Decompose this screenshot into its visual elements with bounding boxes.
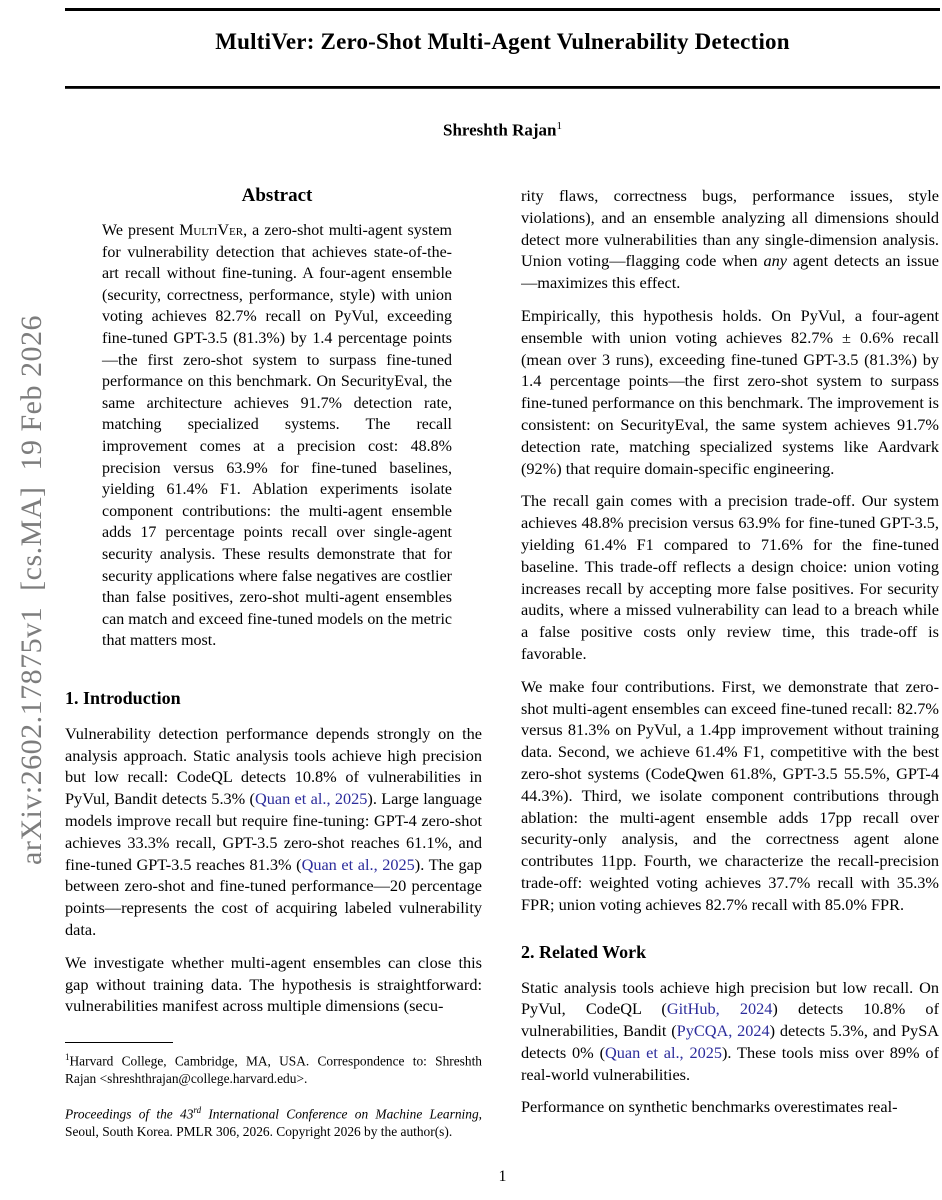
intro-paragraph-1 xyxy=(65,723,482,941)
text-run: Proceedings of the 43 xyxy=(65,1106,194,1122)
text-run: Seoul, South Korea. PMLR 306, 2026. Copyright 2026 by the author(s). xyxy=(65,1123,453,1139)
author-line xyxy=(65,120,940,141)
text-run: rd xyxy=(193,1104,202,1115)
citation-link[interactable]: Quan et al., 2025 xyxy=(254,789,368,809)
citation-link[interactable]: PyCQA, 2024 xyxy=(676,1021,770,1041)
text-run: The recall gain comes with a precision trade-off. Our system achieves 48.8% precision versus 63.9% for fine-tuned GPT-3.5, yielding 61.4% F1 compared to 71.6% for the fine-tuned baseline. This trade-off reflects a design choice: union voting increases recall by accepting more false positives. For security audits, where a missed vulnerability can lead to a breach while a false positive costs only review time, this trade-off is favorable. xyxy=(521,491,939,663)
left-column xyxy=(65,185,482,1038)
text-run: ). The gap between zero-shot and fine-tuned performance—20 percentage points—represents the cost of acquiring labeled vulnerability data. xyxy=(65,854,482,940)
citation-link[interactable]: Quan et al., 2025 xyxy=(605,1042,723,1062)
related-paragraph-1 xyxy=(521,977,939,1086)
page-title: MultiVer: Zero-Shot Multi-Agent Vulnerability Detection xyxy=(215,29,790,54)
text-run: agent detects an issue—maximizes this effect. xyxy=(521,251,939,293)
text-run: MultiVer xyxy=(179,222,244,239)
text-run: Vulnerability detection performance depends strongly on the analysis approach. Static analysis tools achieve high precision but low recall: CodeQL detects 10.8% of vulnerabilities in PyVul, Bandit detects 5.3% ( xyxy=(65,723,482,809)
intro-paragraph-2 xyxy=(65,952,482,1017)
text-run: ). Large language models improve recall but require fine-tuning: GPT-4 zero-shot achieves 33.3% recall, GPT-3.5 zero-shot reaches 61.1%, and fine-tuned GPT-3.5 reaches 81.3% ( xyxy=(65,789,482,874)
body-paragraph-2 xyxy=(521,305,939,479)
title-rule xyxy=(65,86,940,89)
text-run: 1 xyxy=(65,1052,70,1062)
text-run: Performance on synthetic benchmarks overestimates real- xyxy=(521,1097,898,1117)
text-run: ). These tools miss over 89% of real-world vulnerabilities. xyxy=(521,1042,939,1084)
body-paragraph-1 xyxy=(521,185,939,294)
related-paragraph-2 xyxy=(521,1096,939,1118)
text-run: We investigate whether multi-agent ensembles can close this gap without training data. The hypothesis is straightforward: vulnerabilities manifest across multiple dimensions (secu- xyxy=(65,952,482,1016)
text-run: International Conference on Machine Learning, xyxy=(201,1106,482,1122)
author-name: Shreshth Rajan xyxy=(442,120,557,140)
footnote-block xyxy=(65,1042,482,1141)
page-number: 1 xyxy=(498,1168,507,1185)
footnote-rule xyxy=(65,1042,173,1043)
text-run: We present xyxy=(102,222,180,239)
citation-link[interactable]: Quan et al., 2025 xyxy=(301,854,415,874)
text-run: Static analysis tools achieve high precision but low recall. On PyVul, CodeQL ( xyxy=(521,977,939,1019)
section-heading-introduction: 1. Introduction xyxy=(65,687,181,708)
body-paragraph-4 xyxy=(521,676,939,916)
text-run: any xyxy=(763,251,787,271)
text-run: ) detects 10.8% of vulnerabilities, Bandit ( xyxy=(521,999,939,1041)
text-run: rity flaws, correctness bugs, performance issues, style violations), and an ensemble analyzing all dimensions should detect more vulnerabilities than any single-dimension analysis. Union voting—flagging code when xyxy=(521,186,939,271)
abstract-text xyxy=(102,220,452,652)
author-affiliation-mark: 1 xyxy=(556,120,563,132)
body-paragraph-3 xyxy=(521,490,939,664)
citation-link[interactable]: GitHub, 2024 xyxy=(666,999,773,1019)
proceedings-note xyxy=(65,1102,482,1141)
abstract-heading: Abstract xyxy=(241,185,313,206)
text-run: We make four contributions. First, we demonstrate that zero-shot multi-agent ensembles can exceed fine-tuned recall: 82.7% versus 81.3% on PyVul, a 1.4pp improvement without training data. Second, we achieve 61.4% F1, competitive with the best zero-shot systems (CodeQwen 61.8%, GPT-3.5 55.5%, GPT-4 44.3%). Third, we isolate component contributions through ablation: the multi-agent ensemble adds 17pp recall over security-only analysis, and the correctness agent alone contributes 11pp. Fourth, we characterize the recall-precision trade-off: weighted voting achieves 37.7% recall with 35.3% FPR; union voting achieves 82.7% recall with 85.0% FPR. xyxy=(521,676,939,914)
top-rule xyxy=(65,8,940,11)
text-run: Empirically, this hypothesis holds. On PyVul, a four-agent ensemble with union voting achieves 82.7% ± 0.6% recall (mean over 3 runs), exceeding fine-tuned GPT-3.5 (81.3%) by 1.4 percentage points—the first zero-shot system to surpass fine-tuned performance on this benchmark. The improvement is consistent: on SecurityEval, the same system achieves 91.7% detection rate, matching specialized systems like Aardvark (92%) that require domain-specific engineering. xyxy=(521,305,939,478)
arxiv-watermark: arXiv:2602.17875v1 [cs.MA] 19 Feb 2026 xyxy=(15,315,48,865)
text-run: Harvard College, Cambridge, MA, USA. Correspondence to: Shreshth Rajan <shreshthrajan@college.harvard.edu>. xyxy=(65,1053,482,1086)
text-run: , a zero-shot multi-agent system for vulnerability detection that achieves state-of-the-art recall without fine-tuning. A four-agent ensemble (security, correctness, performance, style) with union voting achieves 82.7% recall on PyVul, exceeding fine-tuned GPT-3.5 (81.3%) by 1.4 percentage points—the first zero-shot system to surpass fine-tuned performance on this benchmark. On SecurityEval, the same architecture achieves 91.7% detection rate, matching specialized systems. The recall improvement comes at a precision cost: 48.8% precision versus 63.9% for fine-tuned baselines, yielding 61.4% F1. Ablation experiments isolate component contributions: the multi-agent ensemble adds 17 percentage points recall over single-agent security analysis. These results demonstrate that for security applications where false negatives are costlier than false positives, zero-shot multi-agent ensembles can match and exceed fine-tuned models on the metric that matters most. xyxy=(102,222,453,650)
section-heading-related-work: 2. Related Work xyxy=(521,941,647,962)
text-run: ) detects 5.3%, and PySA detects 0% ( xyxy=(521,1021,939,1062)
right-column xyxy=(521,185,939,1163)
affiliation-footnote xyxy=(65,1049,482,1087)
